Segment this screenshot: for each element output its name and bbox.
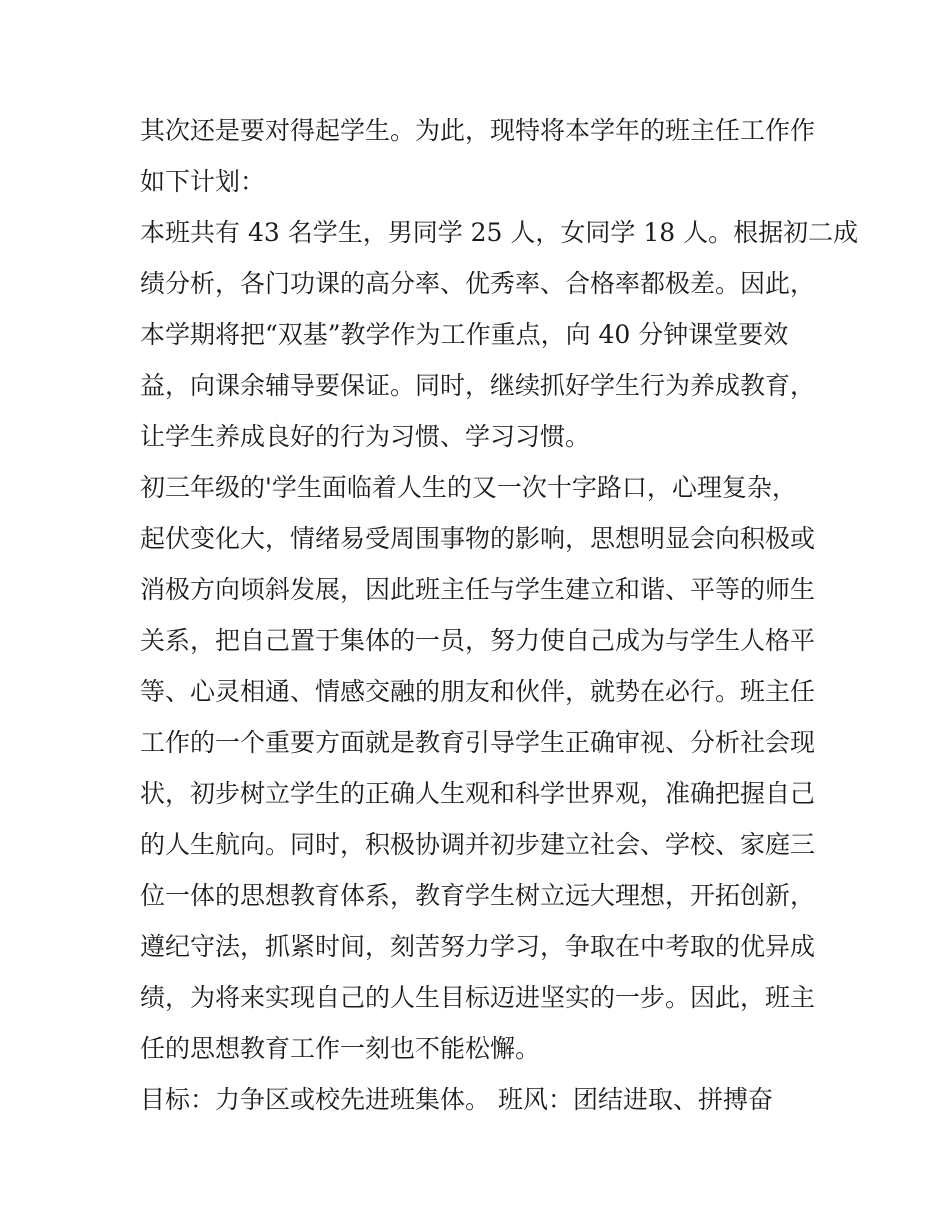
text-line: 益，向课余辅导要保证。同时，继续抓好学生行为养成教育， xyxy=(140,371,816,400)
text-line: 状，初步树立学生的正确人生观和科学世界观，准确把握自己 xyxy=(140,779,816,808)
text-line: 等、心灵相通、情感交融的朋友和伙伴，就势在必行。班主任 xyxy=(140,677,816,706)
text-line: 消极方向顷斜发展，因此班主任与学生建立和谐、平等的师生 xyxy=(140,575,816,604)
text-line: 的人生航向。同时，积极协调并初步建立社会、学校、家庭三 xyxy=(140,830,816,859)
text-line: 起伏变化大，情绪易受周围事物的影响，思想明显会向积极或 xyxy=(140,524,816,553)
text-line: 目标：力争区或校先进班集体。 班风：团结进取、拼搏奋 xyxy=(140,1085,773,1114)
text-line: 位一体的思想教育体系，教育学生树立远大理想，开拓创新， xyxy=(140,881,816,910)
text-line: 本学期将把“双基”教学作为工作重点，向 40 分钟课堂要效 xyxy=(140,320,789,349)
body-text xyxy=(140,105,859,1125)
text-line: 其次还是要对得起学生。为此，现特将本学年的班主任工作作 xyxy=(140,116,816,145)
text-line: 本班共有 43 名学生，男同学 25 人，女同学 18 人。根据初二成 xyxy=(140,218,859,247)
text-line: 让学生养成良好的行为习惯、学习习惯。 xyxy=(140,422,591,451)
text-line: 工作的一个重要方面就是教育引导学生正确审视、分析社会现 xyxy=(140,728,816,757)
text-line: 绩分析，各门功课的高分率、优秀率、合格率都极差。因此， xyxy=(140,269,816,298)
text-line: 绩，为将来实现自己的人生目标迈进坚实的一步。因此，班主 xyxy=(140,983,816,1012)
text-line: 关系，把自己置于集体的一员，努力使自己成为与学生人格平 xyxy=(140,626,816,655)
text-line: 任的思想教育工作一刻也不能松懈。 xyxy=(140,1034,541,1063)
text-line: 初三年级的'学生面临着人生的又一次十字路口，心理复杂， xyxy=(140,473,797,502)
text-line: 如下计划： xyxy=(140,167,266,196)
text-line: 遵纪守法，抓紧时间，刻苦努力学习，争取在中考取的优异成 xyxy=(140,932,816,961)
